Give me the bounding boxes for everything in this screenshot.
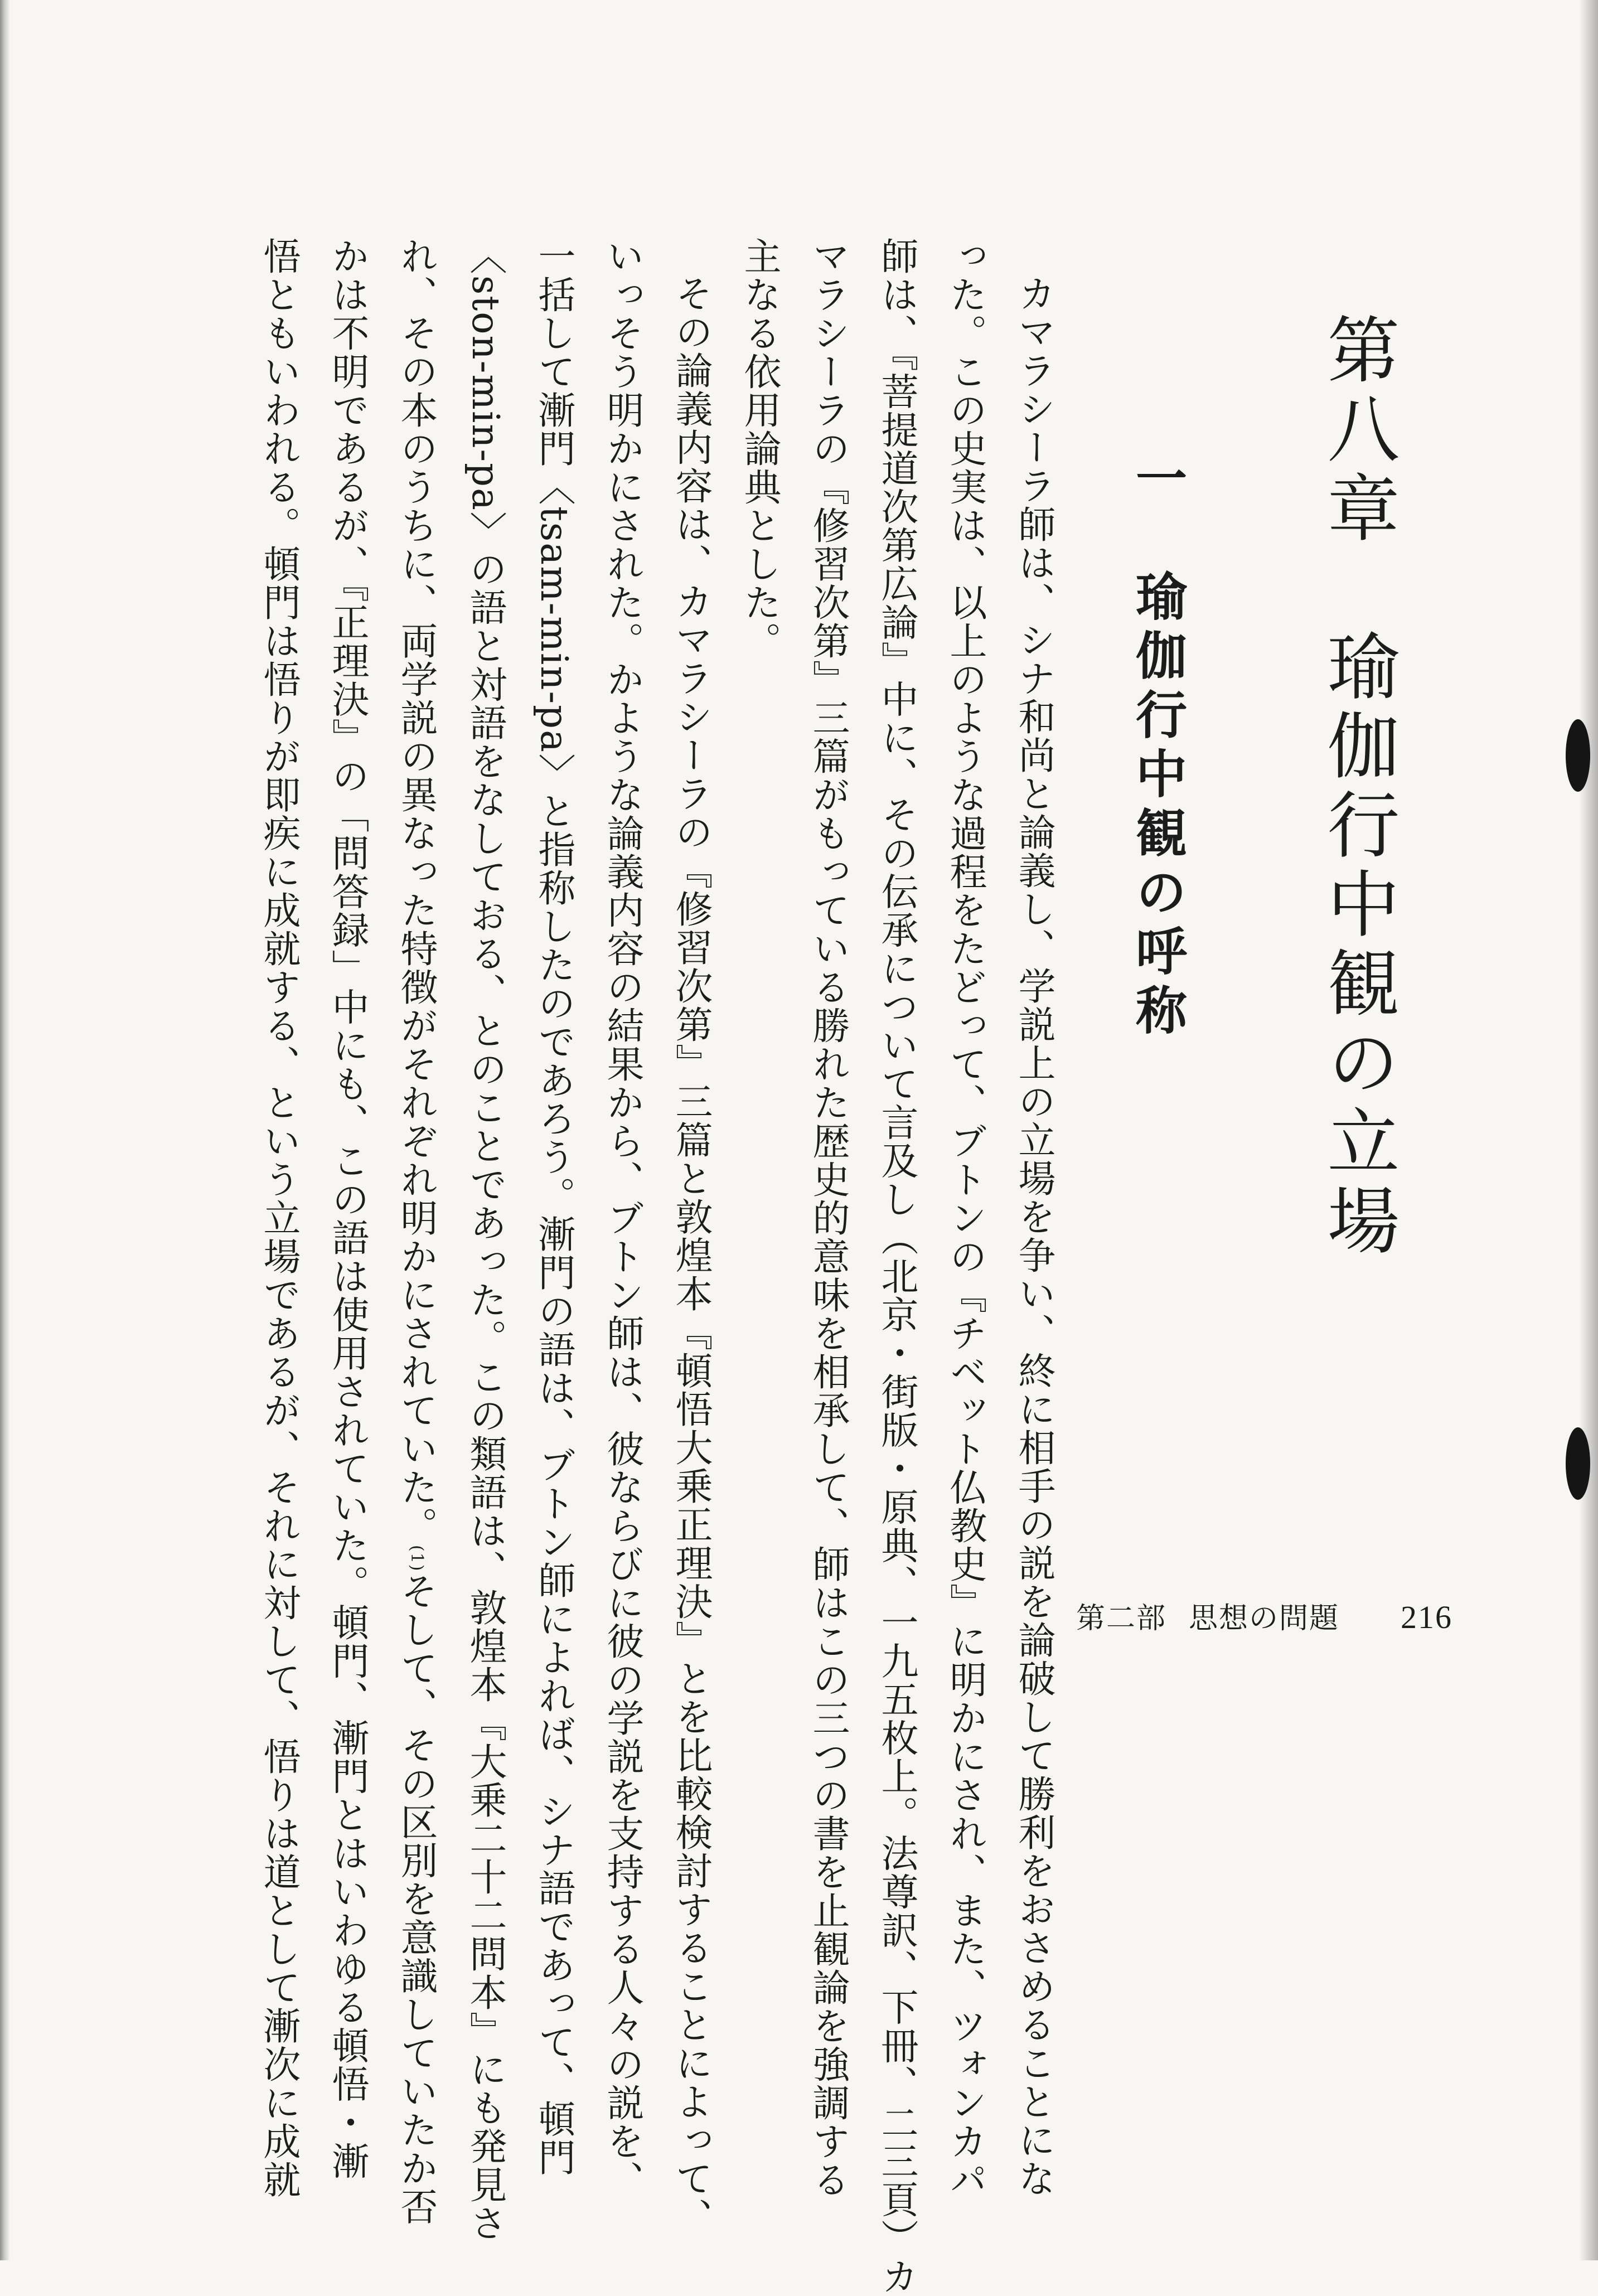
body-column: 悟ともいわれる。頓門は悟りが即疾に成就する、という立場であるが、それに対して、悟りは道として漸次に成就: [258, 237, 301, 2199]
body-column: その論義内容は、カマラシーラの『修習次第』三篇と敦煌本『頓悟大乗正理決』とを比較検討することによって、: [670, 274, 713, 2236]
body-column: マラシーラの『修習次第』三篇がもっている勝れた歴史的意味を相承して、師はこの三つの書を止観論を強調する: [807, 237, 850, 2199]
body-column: った。この史実は、以上のような過程をたどって、ブトンの『チベット仏教史』に明かにされ、また、ツォンカパ: [944, 237, 987, 2199]
scan-right-edge: [1579, 0, 1598, 2260]
body-column: 一括して漸門〈tsam-min-pa〉と指称したのであろう。漸門の語は、ブトン師によれば、シナ語であって、頓門: [532, 237, 576, 2177]
body-column-text: れ、その本のうちに、両学説の異なった特徴がそれぞれ明かにされていた。: [395, 237, 438, 1545]
body-column: 主なる依用論典とした。: [738, 237, 782, 660]
footer-title: 思想の問題: [1189, 1602, 1340, 1635]
footnote-marker: (1): [407, 1545, 427, 1572]
body-column-with-note: [382, 237, 451, 2226]
footer-part: 第二部: [1076, 1602, 1167, 1635]
page-footer: [1076, 1595, 1452, 1636]
page-number: 216: [1401, 1599, 1453, 1635]
body-column-tail: そして、その区別を意識していたか否: [395, 1572, 438, 2226]
section-heading: 一 瑜伽行中観の呼称: [1127, 452, 1188, 1043]
binding-hole-upper: [1566, 719, 1590, 792]
chapter-title: 第八章 瑜伽行中観の立場: [1315, 312, 1400, 1262]
binding-hole-lower: [1566, 1427, 1590, 1500]
body-column: 〈ston-min-pa〉の語と対語をなしておる、とのことであった。この類語は、敦煌本『大乗二十二問本』にも発見さ: [464, 237, 507, 2243]
body-column: 師は、『菩提道次第広論』中に、その伝承について言及し（北京・街版・原典、一九五枚上。法尊訳、下冊、二三頁）カ: [875, 237, 919, 2296]
body-column: いっそう明かにされた。かような論義内容の結果から、ブトン師は、彼ならびに彼の学説を支持する人々の説を、: [601, 237, 645, 2199]
scan-left-edge: [0, 0, 10, 2260]
body-column: カマラシーラ師は、シナ和尚と論義し、学説上の立場を争い、終に相手の説を論破して勝利をおさめることにな: [1013, 274, 1056, 2198]
body-column: かは不明であるが、『正理決』の「問答録」中にも、この語は使用されていた。頓門、漸門とはいわゆる頓悟・漸: [326, 237, 370, 2181]
body-text: [245, 237, 1068, 2296]
